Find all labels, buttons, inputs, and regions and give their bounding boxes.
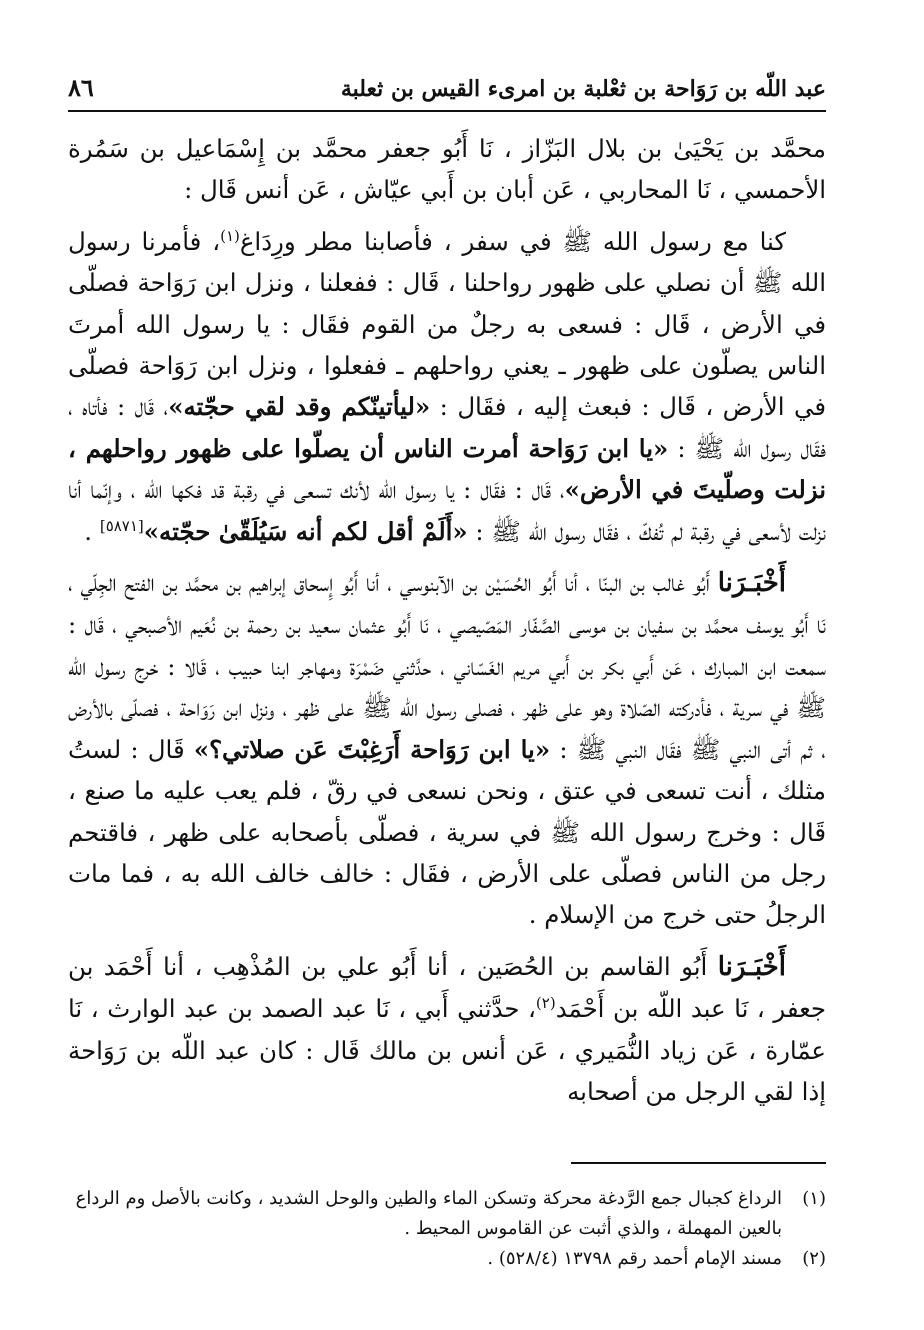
p2-end: .	[84, 516, 93, 546]
main-text	[68, 128, 826, 1122]
footnote-2-number: (٢)	[802, 1248, 826, 1269]
page-number: ٨٦	[68, 73, 94, 102]
footnote-marker-1[interactable]: (١)	[220, 226, 240, 245]
p2-quote-1: «ليأتينّكم وقد لقي حجّته»	[168, 392, 431, 422]
akhbarana-lead-1: أَخْبَـرَنا	[717, 568, 786, 599]
footnote-1-text: الرداغ كجبال جمع الرَّدغة محركة وتسكن الماء والطين والوحل الشديد ، وكانت بالأصل وم الرداع بالعين المهملة ، والذي أثبت عن القاموس المحيط .	[75, 1188, 782, 1239]
p3-text-a: أَبُو غالب بن البنّا ، أنا أَبُو الحُسَيْن بن الآبنوسي ، أنا أَبُو إِسحاق إبراهيم بن محمَّد بن الفتح الجِلّي ، نَا أَبُو يوسف محمَّد بن سفيان بن موسى الصَّفّار المَصّيصي ، نَا أَبُو عثمان سعيد بن رحمة بن نُعَيم الأصبحي ، قَال : سمعت ابن المبارك ، عَن أَبي بكر بن أَبي مريم الغَسّاني ، حدَّثني ضَمْرَة ومهاجر ابنا حبيب ، قَالا : خرج رسول الله ﷺ في سرية ، فأدركته الصّلاة وهو على ظهر ، فصلى رسول الله ﷺ على ظهر ، ونزل ابن رَوَاحة ، فصلّى بالأرض ، ثم أتى النبي ﷺ فقَال النبي ﷺ :	[68, 568, 826, 764]
p2-text-c: ، قَال : فأتاه ، فقَال رسول الله ﷺ :	[68, 392, 826, 463]
p2-text-a: كنا مع رسول الله ﷺ في سفر ، فأصابنا مطر ورِدَاغ	[239, 226, 786, 256]
footnote-2-text: مسند الإمام أحمد رقم ١٣٧٩٨ (٥٢٨/٤) .	[487, 1248, 782, 1269]
footnote-1-number: (١)	[802, 1188, 826, 1209]
paragraph-2	[68, 221, 826, 552]
paragraph-1	[68, 128, 826, 211]
running-header	[68, 58, 826, 112]
paragraph-4	[68, 946, 826, 1113]
hadith-reference-number: [٥٨٧١]	[99, 516, 144, 535]
footnote-marker-2[interactable]: (٢)	[535, 994, 556, 1012]
running-title: عبد اللّه بن رَوَاحة بن ثعْلبة بن امرىء القيس بن ثعلبة	[340, 76, 826, 102]
paragraph-3	[68, 562, 826, 936]
p4-text-a: أَبُو القاسم بن الحُصَين ، أنا أَبُو علي بن المُذْهِب ، أنا أَحْمَد بن جعفر ، نَا عبد اللّه بن أَحْمَد	[68, 951, 826, 1024]
p4-text-b: ، حدَّثني أَبي ، نَا عبد الصمد بن عبد الوارث ، نَا عمّارة ، عَن زياد النُّمَيري ، عَن أنس بن مالك قَال : كان عبد اللّه بن رَوَاحة إذا لقي الرجل من أصحابه	[68, 994, 826, 1106]
footnotes	[68, 1184, 826, 1274]
p2-quote-2: «يا ابن رَوَاحة أمرت الناس أن يصلّوا على ظهور رواحلهم ، نزلت وصلّيتَ في الأرض»	[68, 433, 826, 505]
p2-quote-3: «أَلَمْ أقل لكم أنه سَيُلَقّىٰ حجّته»	[143, 516, 468, 546]
akhbarana-lead-2: أَخْبَـرَنا	[717, 951, 786, 982]
p3-text-b: قَال : لستُ مثلك ، أنت تسعى في عتق ، ونحن نسعى في رقّ ، فلم يعب عليه ما صنع ، قَال : وخرج رسول الله ﷺ في سرية ، فصلّى بأصحابه على ظهر ، فاقتحم رجل من الناس فصلّى على الأرض ، فقَال : خالف خالف الله به ، فما مات الرجلُ حتى خرج من الإسلام .	[68, 734, 826, 930]
p2-text-d: ، قَال : فقَال : يا رسول الله لأنك تسعى في رقبة قد فكها الله ، وإنّما أنا نزلت لأسعى في رقبة لم تُفكّ ، فقَال رسول الله ﷺ :	[68, 475, 826, 546]
footnote-separator	[571, 1162, 826, 1164]
footnote-1	[68, 1184, 826, 1244]
p2-text-b: ، فأمرنا رسول الله ﷺ أن نصلي على ظهور رواحلنا ، قَال : ففعلنا ، ونزل ابن رَوَاحة فصلّى في الأرض ، قَال : فسعى به رجلٌ من القوم فقَال : يا رسول الله أمرتَ الناس يصلّون على ظهور ـ يعني رواحلهم ـ ففعلوا ، ونزل ابن رَوَاحة فصلّى في الأرض ، قَال : فبعث إليه ، فقَال :	[68, 226, 826, 422]
paragraph-1-text: محمَّد بن يَحْيَىٰ بن بلال البَزّاز ، نَا أَبُو جعفر محمَّد بن إِسْمَاعيل بن سَمُرة الأحمسي ، نَا المحاربي ، عَن أبان بن أَبي عيّاش ، عَن أنس قَال :	[68, 134, 826, 205]
footnote-2	[68, 1244, 826, 1274]
p3-quote-1: «يا ابن رَوَاحة أَرَغِبْتَ عَن صلاتي؟»	[193, 734, 551, 764]
